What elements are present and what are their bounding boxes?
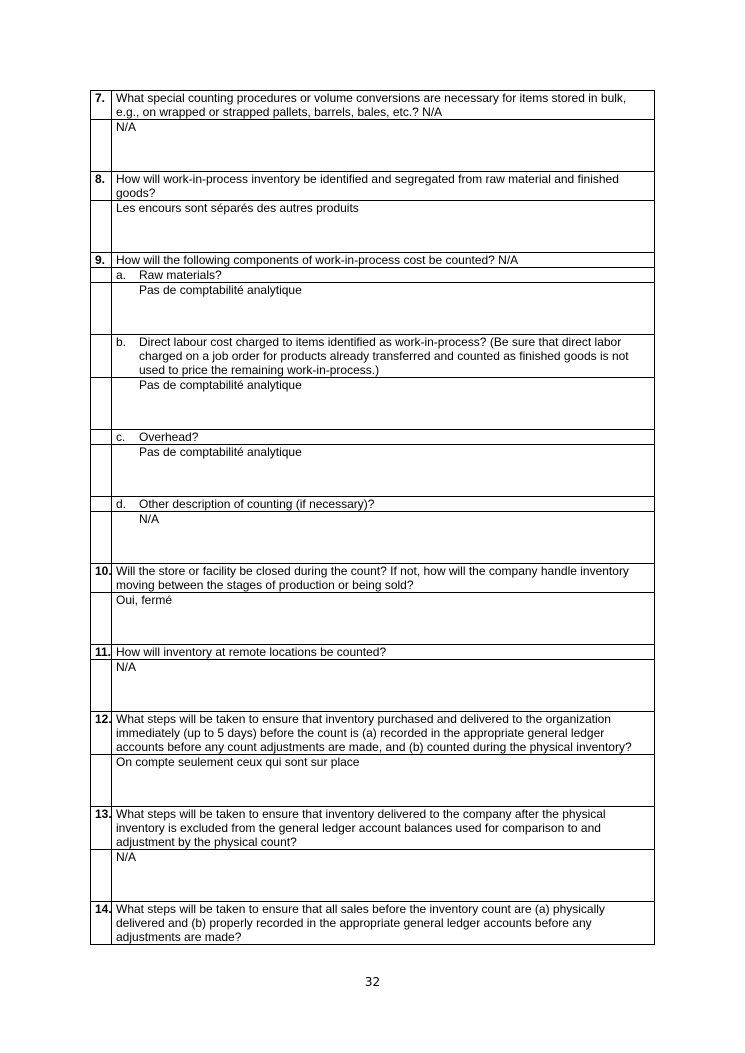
question-text: How will the following components of work-in-process cost be counted? N/A <box>112 253 655 268</box>
answer-text: N/A <box>112 660 655 712</box>
question-number: 9. <box>91 253 112 268</box>
answer-row-12 <box>91 755 655 807</box>
answer-spacer <box>91 120 112 172</box>
answer-spacer <box>91 283 112 335</box>
answer-spacer <box>91 445 112 497</box>
question-text: How will work-in-process inventory be identified and segregated from raw material and finished goods? <box>112 172 655 201</box>
answer-spacer <box>91 755 112 807</box>
subquestion-text: Direct labour cost charged to items identified as work-in-process? (Be sure that direct labor charged on a job order for products already transferred and counted as finished goods is not used to price the remaining work-in-process.) <box>139 335 629 377</box>
question-row-10 <box>91 564 655 593</box>
question-number: 10. <box>91 564 112 593</box>
answer-row-13 <box>91 850 655 902</box>
question-row-7 <box>91 91 655 120</box>
sub-spacer <box>91 430 112 445</box>
sub-spacer <box>91 497 112 512</box>
subquestion-letter: b. <box>116 335 127 349</box>
question-number: 7. <box>91 91 112 120</box>
answer-row-8 <box>91 201 655 253</box>
answer-text: N/A <box>112 850 655 902</box>
question-text: What special counting procedures or volume conversions are necessary for items stored in bulk, e.g., on wrapped or strapped pallets, barrels, bales, etc.? N/A <box>112 91 655 120</box>
answer-spacer <box>91 378 112 430</box>
answer-row-11 <box>91 660 655 712</box>
answer-spacer <box>91 201 112 253</box>
answer-spacer <box>91 593 112 645</box>
sub-spacer <box>91 335 112 378</box>
question-row-13 <box>91 807 655 850</box>
subquestion-row-9d <box>91 497 655 512</box>
question-text: How will inventory at remote locations be counted? <box>112 645 655 660</box>
sub-spacer <box>91 268 112 283</box>
question-row-14 <box>91 902 655 945</box>
question-text: Will the store or facility be closed during the count? If not, how will the company handle inventory moving between the stages of production or being sold? <box>112 564 655 593</box>
subquestion-letter: d. <box>116 497 127 511</box>
subquestion-text: Raw materials? <box>139 268 222 282</box>
subquestion-letter: c. <box>116 430 126 444</box>
answer-row-9c <box>91 445 655 497</box>
answer-spacer <box>91 512 112 564</box>
answer-text: Les encours sont séparés des autres produits <box>112 201 655 253</box>
question-row-8 <box>91 172 655 201</box>
subquestion-row-9c <box>91 430 655 445</box>
question-text: What steps will be taken to ensure that inventory purchased and delivered to the organization immediately (up to 5 days) before the count is (a) recorded in the appropriate general ledger accounts before any count adjustments are made, and (b) counted during the physical inventory? <box>112 712 655 755</box>
questionnaire-table <box>90 90 655 945</box>
question-number: 11. <box>91 645 112 660</box>
answer-row-9d <box>91 512 655 564</box>
question-number: 14. <box>91 902 112 945</box>
subquestion-row-9a <box>91 268 655 283</box>
subquestion-letter: a. <box>116 268 127 282</box>
answer-spacer <box>91 850 112 902</box>
subquestion-row-9b <box>91 335 655 378</box>
question-number: 13. <box>91 807 112 850</box>
subquestion-text: Overhead? <box>139 430 199 444</box>
answer-row-9a <box>91 283 655 335</box>
answer-text: Pas de comptabilité analytique <box>112 378 655 430</box>
answer-row-10 <box>91 593 655 645</box>
answer-text: N/A <box>112 512 655 564</box>
question-number: 8. <box>91 172 112 201</box>
answer-spacer <box>91 660 112 712</box>
question-row-9 <box>91 253 655 268</box>
question-text: What steps will be taken to ensure that inventory delivered to the company after the physical inventory is excluded from the general ledger account balances used for comparison to and adjustment by the physical count? <box>112 807 655 850</box>
answer-row-7 <box>91 120 655 172</box>
answer-text: Pas de comptabilité analytique <box>112 445 655 497</box>
answer-text: Pas de comptabilité analytique <box>112 283 655 335</box>
question-row-12 <box>91 712 655 755</box>
question-text: What steps will be taken to ensure that all sales before the inventory count are (a) physically delivered and (b) properly recorded in the appropriate general ledger accounts before any adjustments are made? <box>112 902 655 945</box>
answer-text: N/A <box>112 120 655 172</box>
question-number: 12. <box>91 712 112 755</box>
page-number: 32 <box>364 975 381 989</box>
subquestion-text: Other description of counting (if necessary)? <box>139 497 375 511</box>
answer-row-9b <box>91 378 655 430</box>
question-row-11 <box>91 645 655 660</box>
answer-text: On compte seulement ceux qui sont sur place <box>112 755 655 807</box>
answer-text: Oui, fermé <box>112 593 655 645</box>
